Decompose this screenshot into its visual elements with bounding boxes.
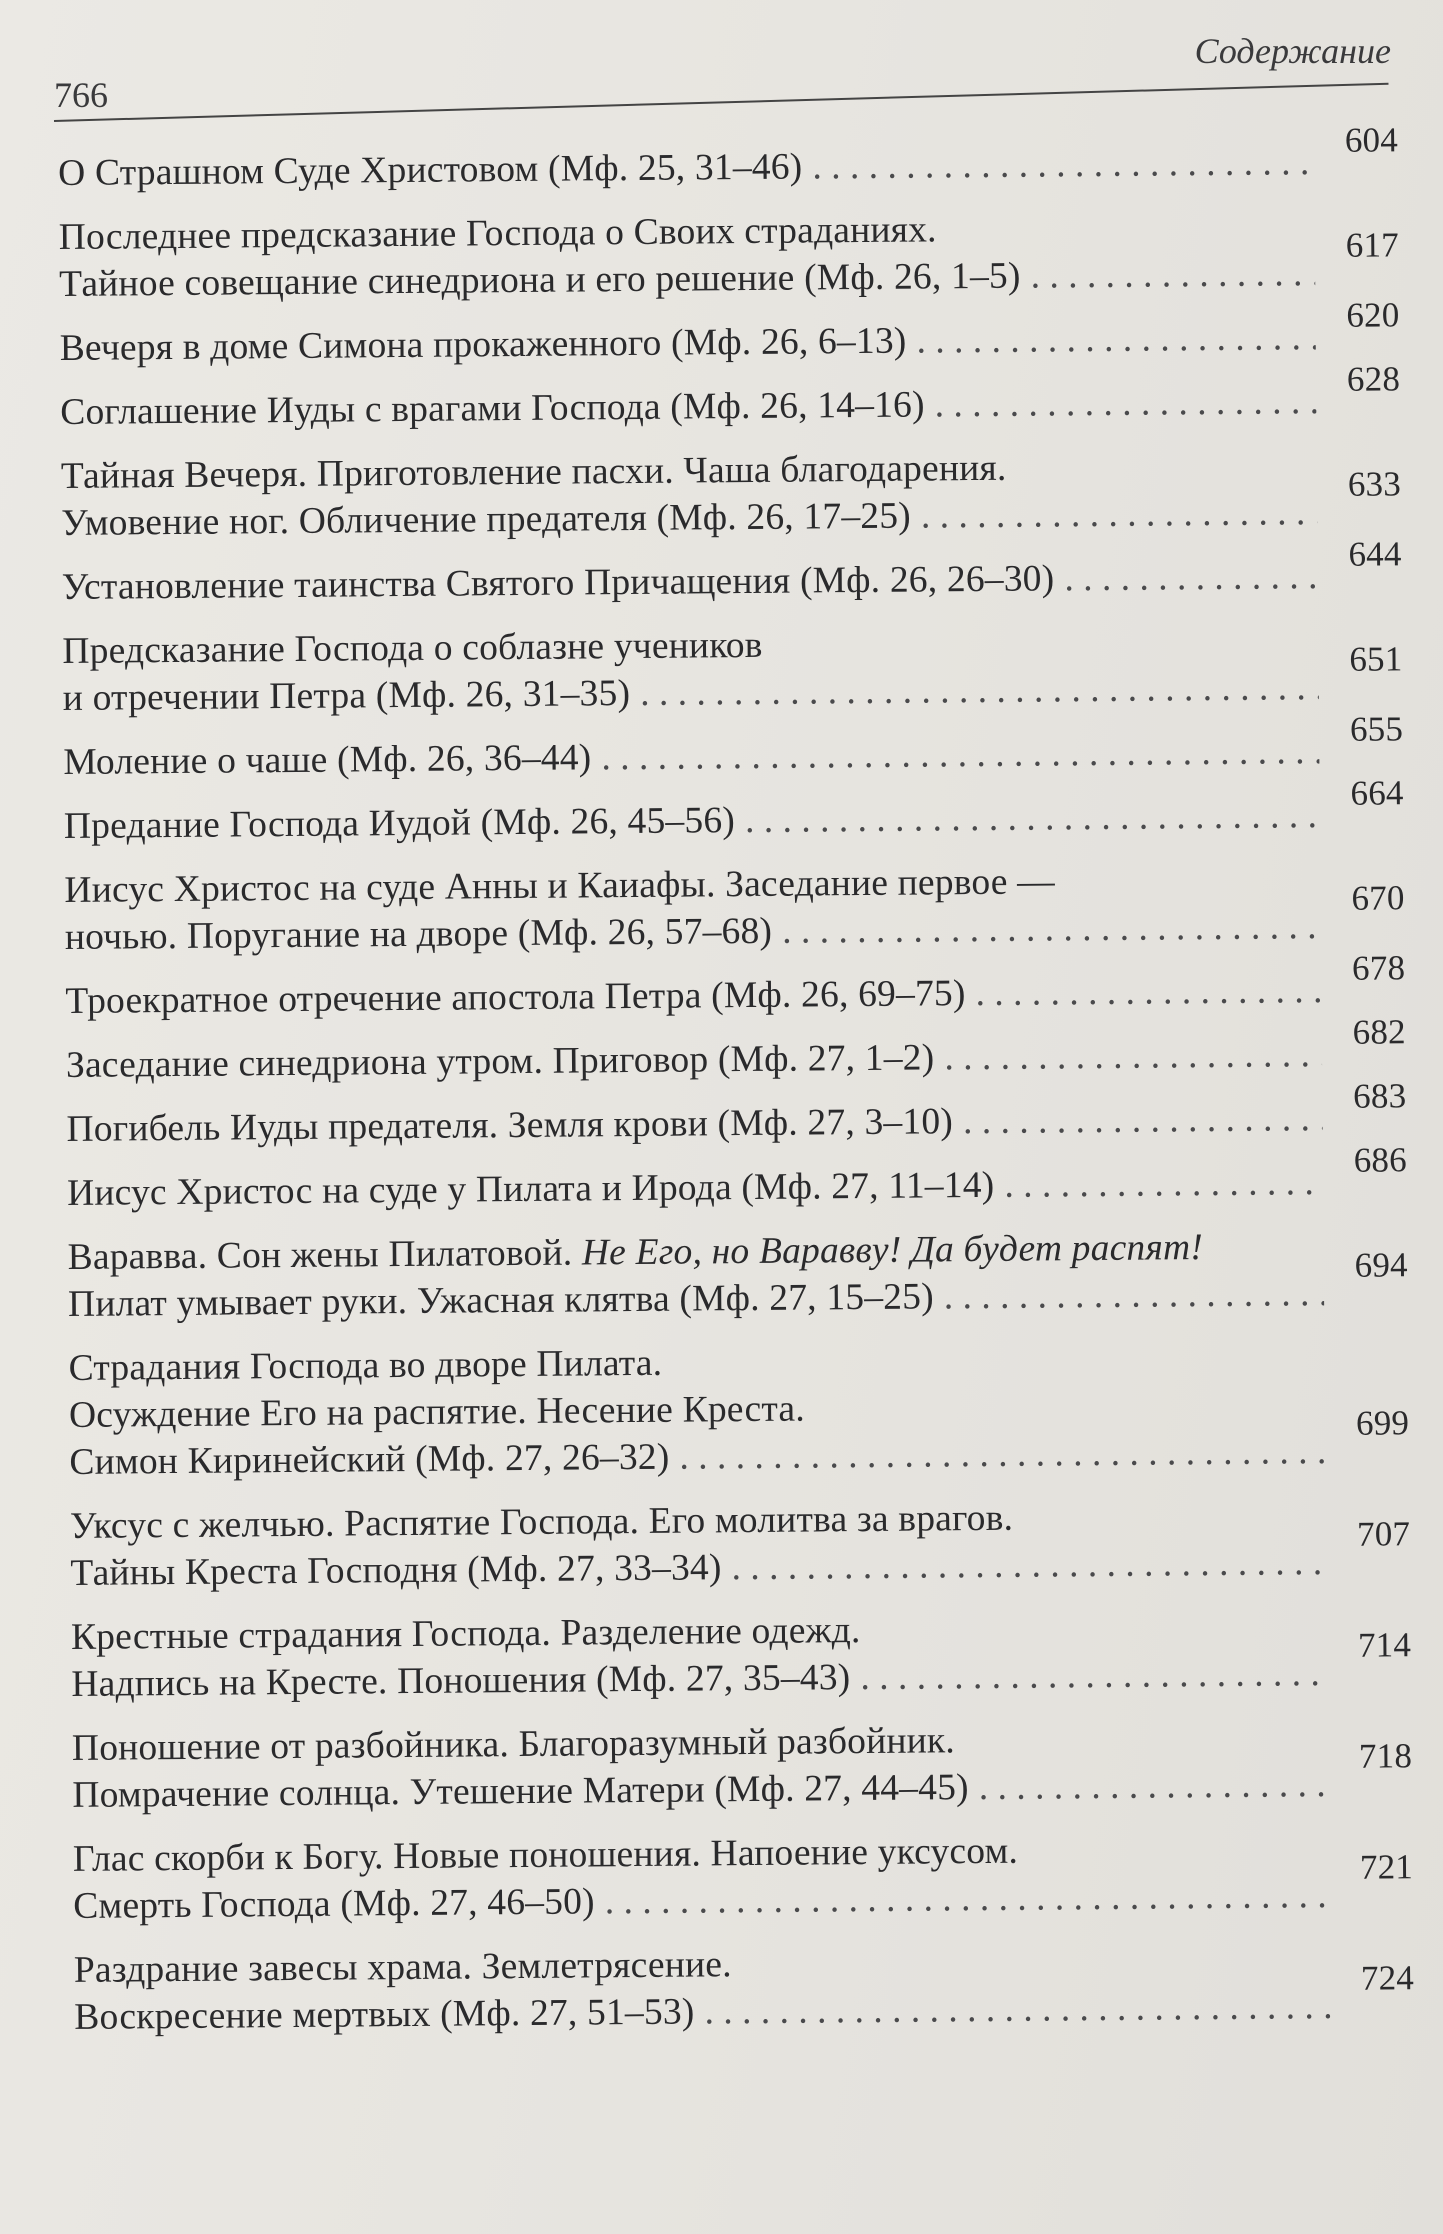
dot-leader bbox=[605, 1872, 1330, 1925]
entry-page: 683 bbox=[1353, 1076, 1407, 1116]
dot-leader bbox=[860, 1650, 1327, 1701]
entry-page: 655 bbox=[1349, 709, 1404, 749]
entry-line-italic: Не Его, но Варавву! Да будет распят! bbox=[581, 1227, 1204, 1274]
dot-leader bbox=[963, 1095, 1323, 1145]
entry-line: Иисус Христос на суде Анны и Каиафы. Заседание первое — bbox=[64, 861, 1056, 911]
dot-leader bbox=[704, 1983, 1330, 2035]
entry-title: и отречении Петра (Мф. 26, 31–35) bbox=[62, 673, 631, 719]
dot-leader bbox=[1064, 553, 1318, 602]
toc-entry bbox=[64, 855, 1405, 961]
entry-page: 617 bbox=[1345, 225, 1400, 265]
entry-page: 664 bbox=[1350, 773, 1404, 813]
entry-title: Умовение ног. Обличение предателя (Мф. 26, 17–25) bbox=[61, 495, 912, 544]
entry-line: Осуждение Его на распятие. Несение Креста. bbox=[68, 1388, 806, 1436]
entry-title: О Страшном Суде Христовом (Мф. 25, 31–46) bbox=[58, 146, 803, 194]
toc-entry bbox=[68, 1333, 1409, 1486]
toc-entry bbox=[61, 534, 1402, 611]
entry-line: Поношение от разбойника. Благоразумный разбойник. bbox=[71, 1720, 956, 1769]
table-of-contents bbox=[58, 120, 1415, 2058]
dot-leader bbox=[934, 378, 1316, 428]
toc-entry bbox=[72, 1713, 1413, 1819]
toc-entry bbox=[65, 1012, 1406, 1089]
entry-page: 633 bbox=[1347, 464, 1402, 504]
entry-title: Установление таинства Святого Причащения (Мф. 26, 26–30) bbox=[61, 558, 1055, 608]
entry-title: Смерть Господа (Мф. 27, 46–50) bbox=[73, 1881, 595, 1927]
entry-title: Надпись на Кресте. Поношения (Мф. 27, 35–43) bbox=[71, 1657, 851, 1705]
entry-line: Тайная Вечеря. Приготовление пасхи. Чаша благодарения. bbox=[60, 447, 1007, 497]
entry-page: 620 bbox=[1346, 295, 1400, 335]
entry-page: 682 bbox=[1352, 1012, 1406, 1052]
entry-page: 628 bbox=[1346, 359, 1401, 399]
entry-page: 651 bbox=[1349, 639, 1403, 679]
running-title: Содержание bbox=[1194, 31, 1391, 71]
toc-entry bbox=[65, 948, 1406, 1025]
entry-page: 678 bbox=[1351, 948, 1406, 988]
toc-entry bbox=[58, 120, 1399, 197]
entry-title: Тайны Креста Господня (Мф. 27, 33–34) bbox=[70, 1547, 722, 1594]
entry-page: 686 bbox=[1353, 1140, 1408, 1180]
toc-entry bbox=[66, 1076, 1407, 1153]
entry-page: 724 bbox=[1360, 1958, 1415, 1998]
dot-leader bbox=[679, 1428, 1325, 1481]
entry-page: 718 bbox=[1358, 1736, 1413, 1776]
toc-entry bbox=[66, 1140, 1408, 1217]
entry-line-plain: Варавва. Сон жены Пилатовой. bbox=[67, 1232, 573, 1278]
entry-title: Воскресение мертвых (Мф. 27, 51–53) bbox=[74, 1991, 695, 2038]
dot-leader bbox=[782, 903, 1321, 955]
dot-leader bbox=[1030, 250, 1315, 299]
entry-title: Погибель Иуды предателя. Земля крови (Мф. 27, 3–10) bbox=[66, 1101, 954, 1150]
toc-entry bbox=[63, 773, 1404, 850]
dot-leader bbox=[921, 489, 1318, 539]
toc-entry bbox=[59, 202, 1400, 308]
entry-title: Помрачение солнца. Утешение Матери (Мф. 27, 44–45) bbox=[72, 1767, 969, 1816]
toc-entry bbox=[59, 295, 1400, 372]
entry-line: Страдания Господа во дворе Пилата. bbox=[68, 1342, 663, 1389]
entry-title: Моление о чаше (Мф. 26, 36–44) bbox=[63, 737, 592, 783]
entry-page: 604 bbox=[1344, 120, 1399, 160]
entry-title: Тайное совещание синедриона и его решение (Мф. 26, 1–5) bbox=[58, 255, 1021, 305]
entry-line: Крестные страдания Господа. Разделение одежд. bbox=[70, 1610, 861, 1658]
entry-page: 721 bbox=[1359, 1847, 1414, 1887]
entry-title: Соглашение Иуды с врагами Господа (Мф. 26, 14–16) bbox=[60, 384, 925, 433]
entry-line: Последнее предсказание Господа о Своих страданиях. bbox=[58, 209, 937, 258]
entry-page: 714 bbox=[1357, 1625, 1412, 1665]
dot-leader bbox=[745, 792, 1320, 844]
dot-leader bbox=[979, 1761, 1329, 1811]
toc-entry bbox=[71, 1602, 1412, 1708]
toc-entry bbox=[60, 359, 1401, 436]
toc-entry bbox=[67, 1222, 1408, 1328]
entry-title: Симон Киринейский (Мф. 27, 26–32) bbox=[69, 1436, 670, 1483]
entry-title: Пилат умывает руки. Ужасная клятва (Мф. 27, 15–25) bbox=[67, 1276, 934, 1325]
toc-entry bbox=[61, 441, 1402, 547]
entry-page: 670 bbox=[1351, 878, 1405, 918]
dot-leader bbox=[812, 139, 1314, 190]
entry-title: Вечеря в доме Симона прокаженного (Мф. 26, 6–13) bbox=[59, 320, 907, 369]
dot-leader bbox=[640, 664, 1319, 717]
dot-leader bbox=[731, 1539, 1326, 1591]
entry-title: Троекратное отречение апостола Петра (Мф. 26, 69–75) bbox=[65, 973, 966, 1022]
entry-page: 644 bbox=[1348, 534, 1402, 574]
entry-line: Предсказание Господа о соблазне учеников bbox=[62, 624, 763, 672]
toc-entry bbox=[74, 1935, 1415, 2041]
entry-title: Заседание синедриона утром. Приговор (Мф. 27, 1–2) bbox=[65, 1037, 935, 1086]
toc-entry bbox=[73, 1824, 1414, 1930]
entry-page: 707 bbox=[1356, 1514, 1411, 1554]
toc-entry bbox=[70, 1491, 1411, 1597]
entry-page: 699 bbox=[1355, 1403, 1410, 1443]
dot-leader bbox=[601, 728, 1319, 781]
entry-title: ночью. Поругание на дворе (Мф. 26, 57–68) bbox=[64, 910, 773, 958]
toc-entry bbox=[62, 616, 1403, 722]
dot-leader bbox=[1004, 1159, 1323, 1209]
header-rule bbox=[54, 83, 1389, 122]
entry-line: Уксус с желчью. Распятие Господа. Его молитва за врагов. bbox=[69, 1497, 1014, 1547]
entry-page: 694 bbox=[1354, 1245, 1408, 1285]
dot-leader bbox=[916, 314, 1316, 364]
dot-leader bbox=[944, 1031, 1322, 1081]
dot-leader bbox=[944, 1270, 1325, 1320]
entry-line: Раздрание завесы храма. Землетрясение. bbox=[73, 1944, 732, 1991]
dot-leader bbox=[975, 967, 1321, 1017]
entry-title: Предание Господа Иудой (Мф. 26, 45–56) bbox=[63, 800, 736, 847]
page-number: 766 bbox=[54, 75, 108, 115]
entry-line: Глас скорби к Богу. Новые поношения. Напоение уксусом. bbox=[72, 1830, 1019, 1880]
toc-entry bbox=[63, 709, 1404, 786]
entry-title: Иисус Христос на суде у Пилата и Ирода (Мф. 27, 11–14) bbox=[66, 1164, 995, 1214]
